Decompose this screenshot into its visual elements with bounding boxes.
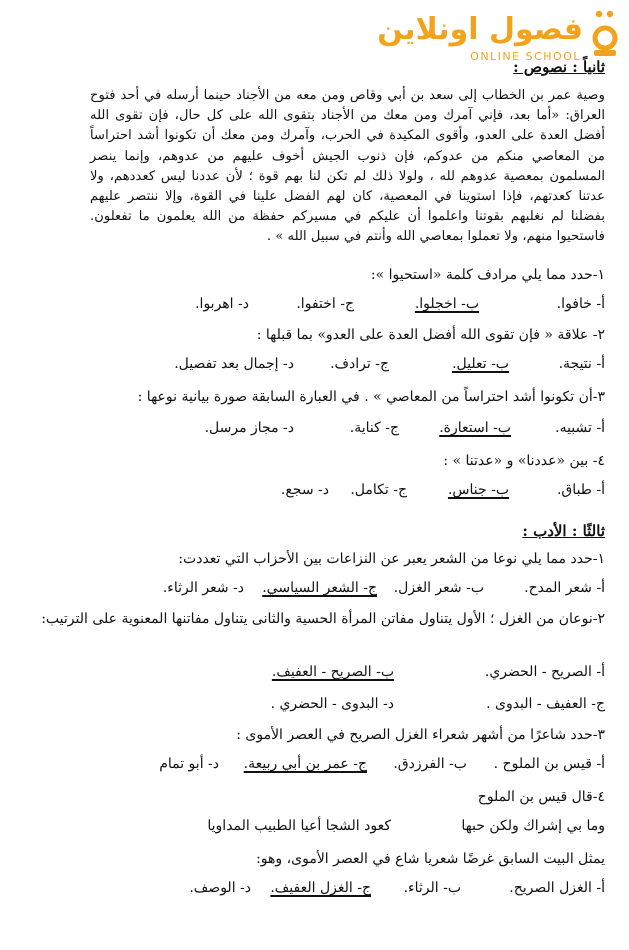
option-b-selected: ب- الصريح - العفيف. — [271, 664, 394, 680]
option-c-selected: ج- الغزل العفيف. — [270, 880, 371, 896]
option-d: د- مجاز مرسل. — [204, 420, 294, 436]
option-d: د- البدوى - الحضري . — [270, 696, 394, 712]
question-prompt: ٣-حدد شاعرًا من أشهر شعراء الغزل الصريح في العصر الأموى : — [236, 727, 605, 743]
option-d: د- إجمال بعد تفصيل. — [174, 356, 294, 372]
option-a: أ- خافوا. — [556, 296, 605, 312]
option-b-selected: ب- تعليل. — [452, 356, 509, 372]
option-a: أ- تشبيه. — [555, 420, 605, 436]
option-d: د- شعر الرثاء. — [162, 580, 244, 596]
option-b-selected: ب- جناس. — [447, 482, 509, 498]
question-prompt: ٣-أن تكونوا أشد احتراساً من المعاصي » . في العبارة السابقة صورة بيانية نوعها : — [137, 389, 605, 405]
section-heading-literature: ثالثًا : الأدب : — [522, 522, 605, 540]
question-prompt: ٢-نوعان من الغزل ؛ الأول يتناول مفاتن المرأة الحسية والثانى يتناول مفاتنها المعنوية على الترتيب: — [41, 611, 605, 627]
option-d: د- اهربوا. — [195, 296, 249, 312]
passage-text: وصية عمر بن الخطاب إلى سعد بن أبي وقاص ومن معه من الأجناد حينما أرسله في أحد فتوح العراق: «أما بعد، فإني آمرك ومن معك من الأجناد بتقوى الله على كل حال، فإن تقوى الله أفضل العدة على العدو، وأقوى المكيدة في الحرب، وآمرك ومن معك أن تكونوا أشد احتراساً من المعاصي منكم من عدوكم، فإن ذنوب الجيش أخوف عليهم من عدوهم، وإنما ينصر المسلمون بمعصية عدوهم لله ، ولولا ذلك لم تكن لنا بهم قوة ؛ لأن عددنا ليس كعددهم، ولا عدتنا كعدتهم، فإذا استوينا في المعصية، كان لهم الفضل علينا في القوة، وإلا ننتصر عليهم بفضلنا لم نغلبهم بقوتنا واعلموا أن عليكم في مسيركم حفظة من الله يعلمون ما تفعلون. فاستحيوا منهم، ولا تعملوا بمعاصي الله وأنتم في سبيل الله » . — [90, 88, 605, 245]
option-c: ج- كناية. — [349, 420, 399, 436]
option-c: ج- ترادف. — [330, 356, 389, 372]
verse-second-hemistich: كعود الشجا أعيا الطبيب المداويا — [207, 818, 391, 834]
question-prompt: يمثل البيت السابق غرضًا شعريا شاع في العصر الأموى، وهو: — [256, 851, 605, 867]
option-a: أ- نتيجة. — [558, 356, 605, 372]
option-a: أ- شعر المدح. — [524, 580, 605, 596]
option-d: د- أبو تمام — [159, 756, 219, 772]
option-b-selected: ب- استعارة. — [439, 420, 511, 436]
logo-arabic-text: فصول اونلاين — [377, 12, 583, 47]
option-b: ب- الفرزدق. — [393, 756, 467, 772]
option-b-selected: ب- اخجلوا. — [414, 296, 479, 312]
question-prompt: ٤- بين «عددنا» و «عدتنا » : — [443, 453, 605, 469]
option-c: ج- اختفوا. — [296, 296, 354, 312]
option-b: ب- شعر الغزل. — [393, 580, 484, 596]
question-prompt: ٢- علاقة « فإن تقوى الله أفضل العدة على العدو» بما قبلها : — [256, 327, 605, 343]
option-b: ب- الرثاء. — [403, 880, 461, 896]
logo-english-text: ONLINE SCHOOL — [470, 50, 581, 63]
option-a: أ- طباق. — [556, 482, 605, 498]
option-c-selected: ج- عمر بن أبي ربيعة. — [243, 756, 367, 772]
logo-mark-icon — [591, 8, 619, 64]
option-a: أ- الصريح - الحضري. — [484, 664, 605, 680]
option-a: أ- قيس بن الملوح . — [493, 756, 605, 772]
option-c: ج- العفيف - البدوى . — [486, 696, 605, 712]
option-c-selected: ج- الشعر السياسي. — [262, 580, 377, 596]
option-c: ج- تكامل. — [350, 482, 407, 498]
option-d: د- سجع. — [280, 482, 329, 498]
question-prompt: ١-حدد مما يلي مرادف كلمة «استحيوا »: — [370, 267, 605, 283]
question-prompt: ٤-قال قيس بن الملوح — [477, 789, 605, 805]
section-heading-texts: ثانياً : نصوص : — [513, 58, 605, 76]
verse-first-hemistich: وما بي إشراك ولكن حبها — [461, 818, 605, 834]
question-prompt: ١-حدد مما يلي نوعا من الشعر يعبر عن النزاعات بين الأحزاب التي تعددت: — [178, 551, 605, 567]
option-d: د- الوصف. — [189, 880, 251, 896]
option-a: أ- الغزل الصريح. — [509, 880, 605, 896]
